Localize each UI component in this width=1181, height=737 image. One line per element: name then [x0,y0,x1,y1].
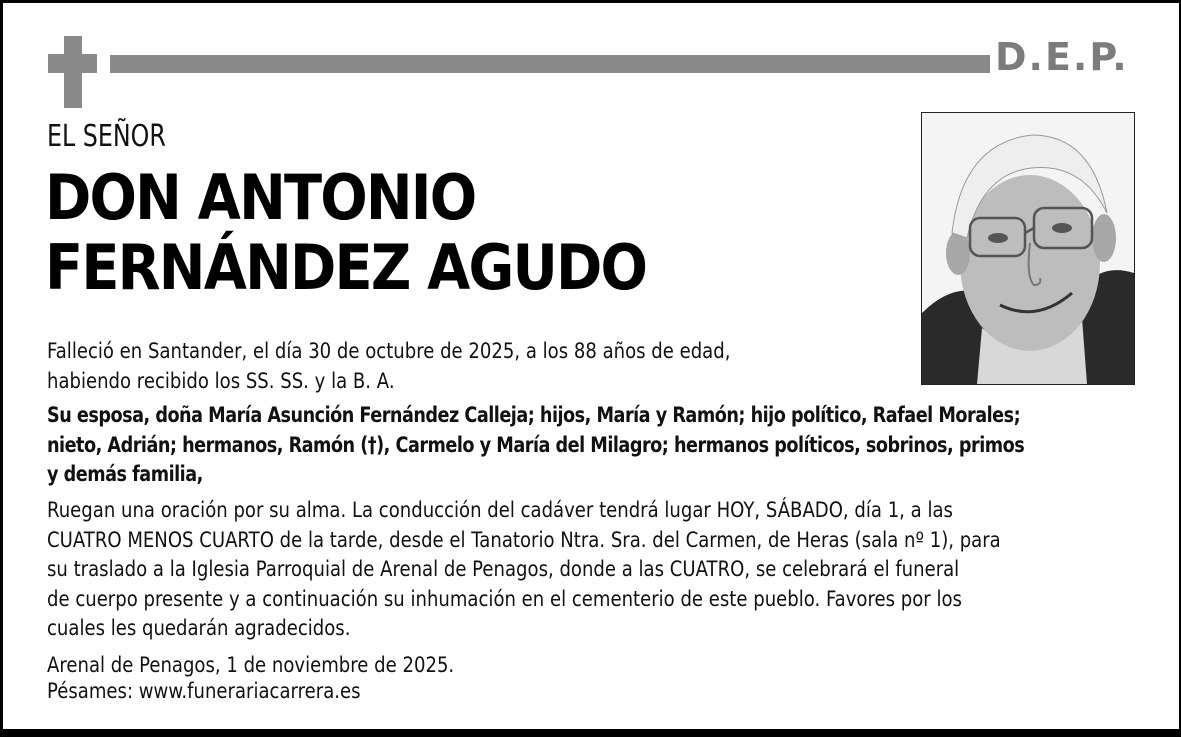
name-line-2: FERNÁNDEZ AGUDO [45,231,647,304]
ceremony-details [47,496,1001,644]
dep-label: D.E.P. [995,35,1129,79]
cross-icon-arm [48,54,97,73]
obituary-notice [3,3,1179,729]
ceremony-line: su traslado a la Iglesia Parroquial de Arenal de Penagos, donde a las CUATRO, se celebrará el funeral [47,557,960,581]
family-line: y demás familia, [47,462,203,486]
death-notice [47,337,730,396]
ceremony-line: CUATRO MENOS CUARTO de la tarde, desde el Tanatorio Ntra. Sra. del Carmen, de Heras (sala nº 1), para [47,527,1001,552]
ceremony-line: Ruegan una oración por su alma. La conducción del cadáver tendrá lugar HOY, SÁBADO, día 1, a las [47,498,953,522]
condolences-link[interactable]: Pésames: www.funerariacarrera.es [47,679,361,703]
header-rule [110,55,990,73]
family-line: Su esposa, doña María Asunción Fernández Calleja; hijos, María y Ramón; hijo político, Rafael Morales; [47,403,1021,427]
family-list [47,401,1024,490]
family-line: nieto, Adrián; hermanos, Ramón (†), Carmelo y María del Milagro; hermanos políticos, sobrinos, primos [47,432,1025,457]
ceremony-line: cuales les quedarán agradecidos. [47,616,351,640]
portrait-image [922,113,1134,384]
death-notice-line: habiendo recibido los SS. SS. y la B. A. [47,368,395,393]
death-notice-line: Falleció en Santander, el día 30 de octubre de 2025, a los 88 años de edad, [47,339,731,363]
portrait-photo [921,112,1135,385]
deceased-name [45,163,646,303]
footer [47,652,454,704]
place-date: Arenal de Penagos, 1 de noviembre de 2025. [47,653,455,677]
name-line-1: DON ANTONIO [45,161,476,234]
title-prefix: EL SEÑOR [47,119,166,154]
ceremony-line: de cuerpo presente y a continuación su inhumación en el cementerio de este pueblo. Favores por los [47,586,962,611]
